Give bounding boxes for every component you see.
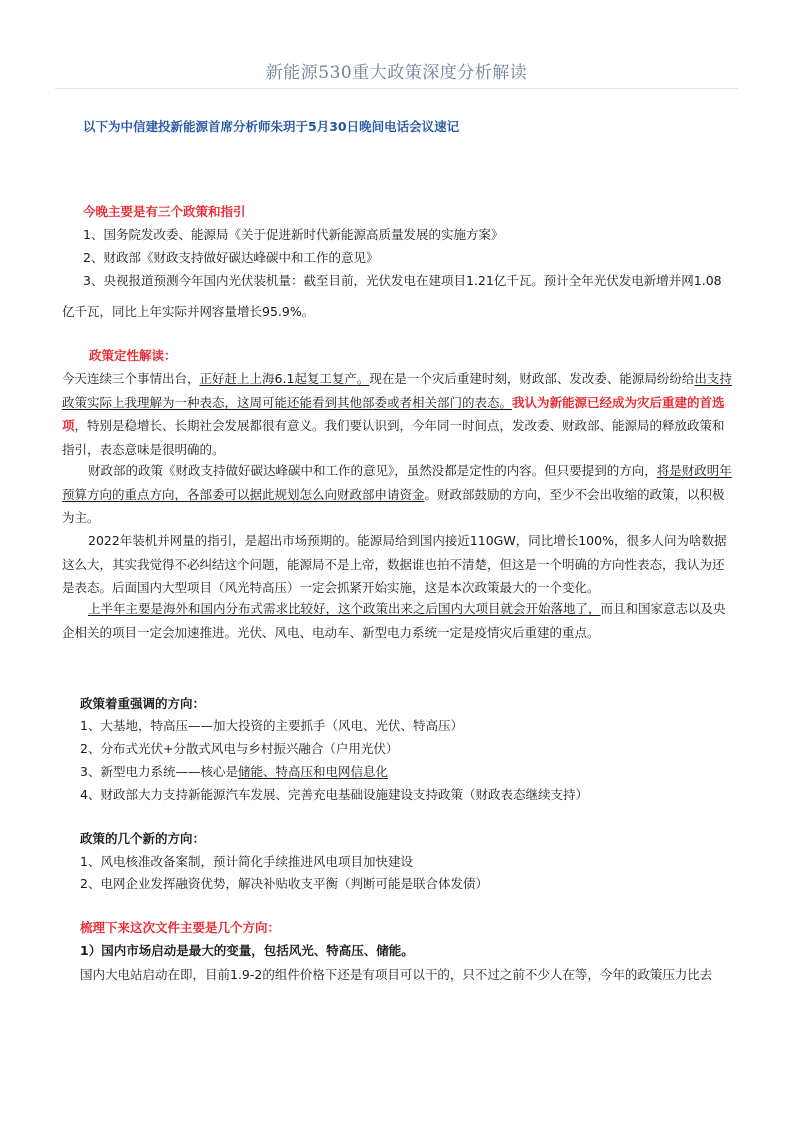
emphasis-item-2: 2、分布式光伏+分散式风电与乡村振兴融合（户用光伏） <box>80 741 399 756</box>
tonight-heading: 今晚主要是有三个政策和指引 <box>83 204 246 219</box>
new-direction-1: 1、风电核准改备案制，预计简化手续推进风电项目加快建设 <box>80 854 413 869</box>
policy-paragraph-3 <box>62 529 732 600</box>
emphasis-item-3-underlined: 储能、特高压和电网信息化 <box>237 764 388 779</box>
p4-tail: 而且和国家意志以及央企相关的项目一定会加速推进。光伏、风电、电动车、新型电力系统一定是疫情灾后重建的重点。 <box>62 601 726 640</box>
p1-stance: 出支持政策实际上我理解为一种表态，这周可能还能看到其他部委或者相关部门的表态。 <box>62 371 732 410</box>
summary-heading: 梳理下来这次文件主要是几个方向： <box>80 920 281 935</box>
tonight-item-3-cont: 亿千瓦，同比上年实际并网容量增长95.9%。 <box>62 304 315 319</box>
p1-tail: ，特别是稳增长、长期社会发展都很有意义。我们要认识到，今年同一时间点，发改委、财政部、能源局的释放政策和指引，表态意味是很明确的。 <box>62 418 725 457</box>
new-directions-heading: 政策的几个新的方向： <box>80 831 206 846</box>
policy-heading: 政策定性解读： <box>89 348 177 363</box>
p1-mid: 现在是一个灾后重建时刻，财政部、发改委、能源局纷纷给 <box>369 371 695 386</box>
policy-paragraph-1 <box>62 367 732 461</box>
p1-highlight: 我认为新能源已经成为灾后重建的首选项 <box>62 394 725 433</box>
summary-subheading-1: 1）国内市场启动是最大的变量，包括风光、特高压、储能。 <box>80 943 414 958</box>
p4-lead: 上半年主要是海外和国内分布式需求比较好，这个政策出来之后国内大项目就会开始落地了， <box>88 601 601 616</box>
tonight-item-3: 3、央视报道预测今年国内光伏装机量：截至目前，光伏发电在建项目1.21亿千瓦。预计全年光伏发电新增并网1.08 <box>83 273 722 288</box>
p3-text: 2022年装机并网量的指引，是超出市场预期的。能源局给到国内接近110GW，同比增长100%，很多人问为啥数据这么大，其实我觉得不必纠结这个问题，能源局不是上帝，数据谁也拍不清楚，但这是一个明确的方向性表态，我认为还是表态。后面国内大型项目（风光特高压）一定会抓紧开始实施，这是本次政策最大的一个变化。 <box>62 533 727 595</box>
p1-lead: 今天连续三个事情出台， <box>62 371 200 386</box>
p2-lead: 财政部的政策《财政支持做好碳达峰碳中和工作的意见》，虽然没都是定性的内容。但只要提到的方向， <box>88 463 657 478</box>
tonight-item-1: 1、国务院发改委、能源局《关于促进新时代新能源高质量发展的实施方案》 <box>83 227 504 242</box>
emphasis-item-4: 4、财政部大力支持新能源汽车发展、完善充电基础设施建设支持政策（财政表态继续支持） <box>80 787 588 802</box>
summary-text-1: 国内大电站启动在即，目前1.9-2的组件价格下还是有项目可以干的，只不过之前不少人在等，今年的政策压力比去 <box>80 967 713 982</box>
title-divider <box>55 88 738 89</box>
new-direction-2: 2、电网企业发挥融资优势，解决补贴收支平衡（判断可能是联合体发债） <box>80 876 488 891</box>
intro-line: 以下为中信建投新能源首席分析师朱玥于5月30日晚间电话会议速记 <box>83 119 460 134</box>
policy-paragraph-2 <box>62 459 732 530</box>
emphasis-item-1: 1、大基地，特高压——加大投资的主要抓手（风电、光伏、特高压） <box>80 718 463 733</box>
document-title: 新能源530重大政策深度分析解读 <box>265 63 528 83</box>
emphasis-item-3-lead: 3、新型电力系统——核心是 <box>80 764 238 779</box>
emphasis-item-3 <box>80 762 388 780</box>
p1-shanghai: 正好赶上上海6.1起复工复产。 <box>199 371 370 386</box>
tonight-item-2: 2、财政部《财政支持做好碳达峰碳中和工作的意见》 <box>83 250 379 265</box>
emphasis-heading: 政策着重强调的方向： <box>80 696 206 711</box>
p2-budget: 将是财政明年预算方向的重点方向，各部委可以据此规划怎么向财政部申请资金 <box>62 463 732 502</box>
p2-tail: 。财政部鼓励的方向，至少不会出收缩的政策，以积极为主。 <box>62 486 725 525</box>
policy-paragraph-4 <box>62 597 732 644</box>
